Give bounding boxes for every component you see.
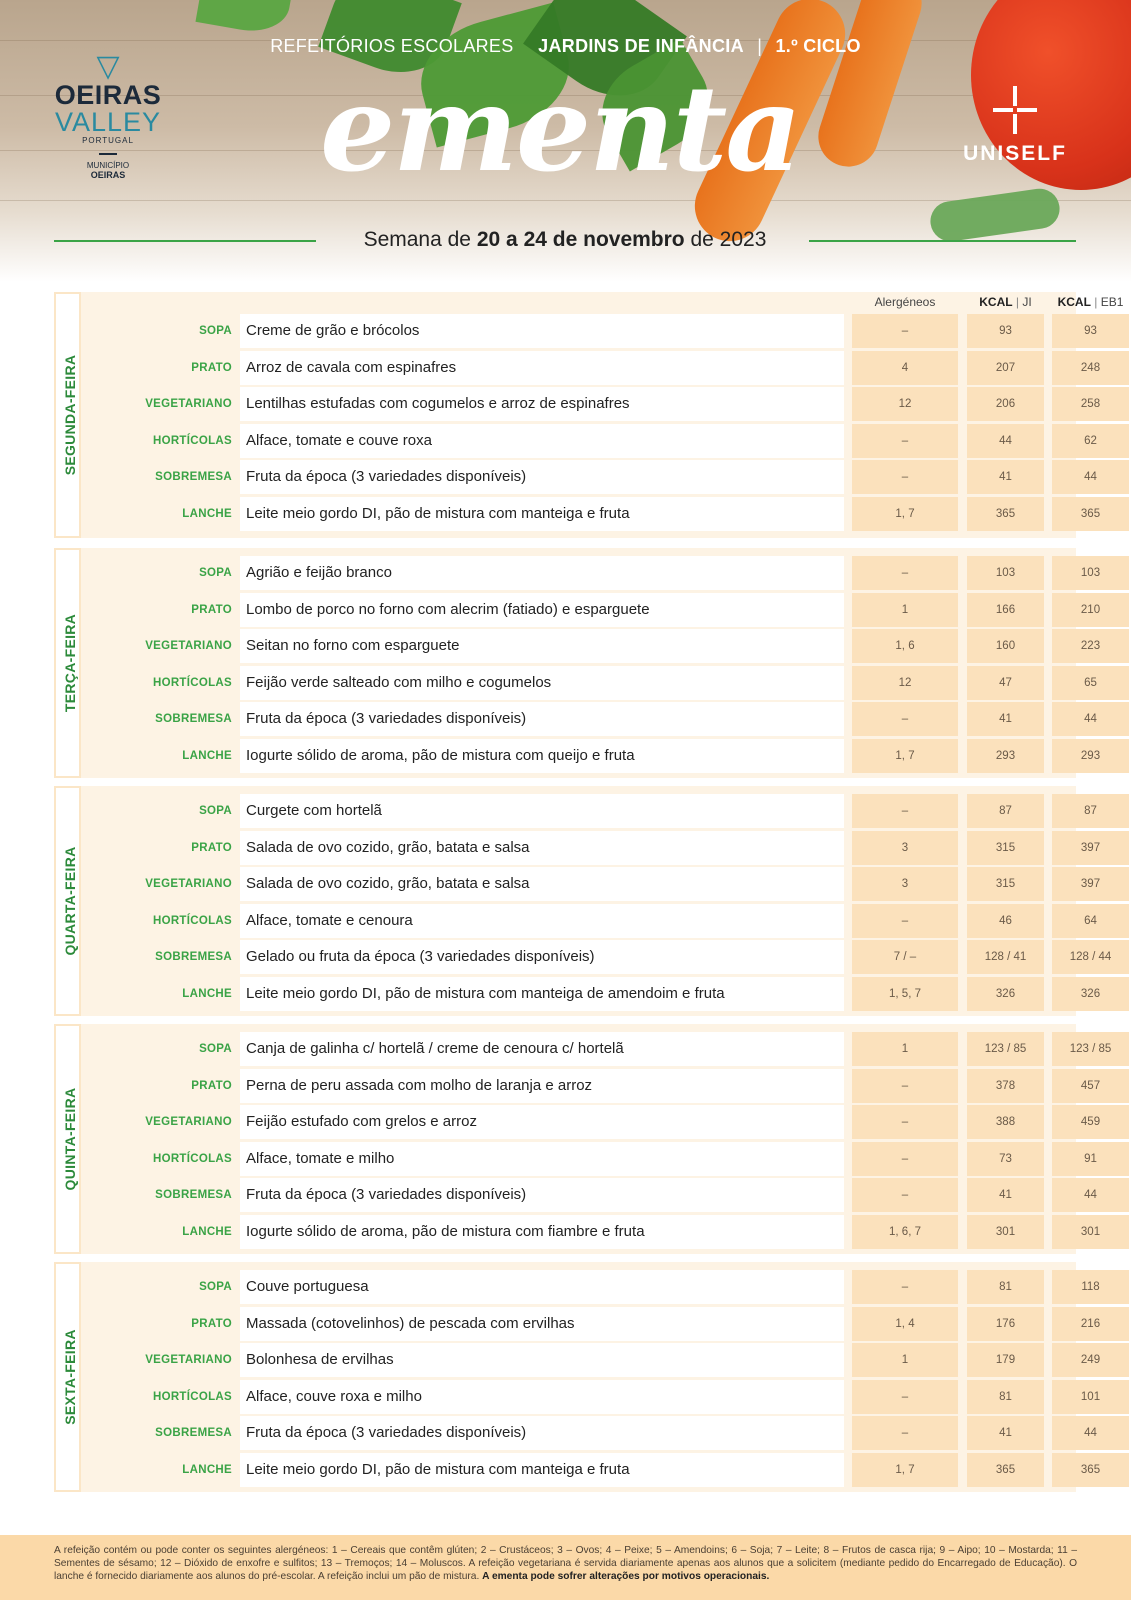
dish-name: Gelado ou fruta da época (3 variedades disponíveis) — [240, 940, 844, 974]
kcal-eb1-cell: 258 — [1052, 387, 1129, 421]
day-name: QUARTA-FEIRA — [62, 846, 78, 956]
menu-row — [81, 739, 1101, 773]
kcal-eb1-cell: 91 — [1052, 1142, 1129, 1176]
meal-category: VEGETARIANO — [145, 640, 232, 652]
kcal-eb1-cell: 101 — [1052, 1380, 1129, 1414]
kcal-ji-cell: 388 — [967, 1105, 1044, 1139]
meal-category: PRATO — [191, 604, 232, 616]
kcal-ji-cell: 160 — [967, 629, 1044, 663]
dish-name: Leite meio gordo DI, pão de mistura com manteiga e fruta — [240, 1453, 844, 1487]
col-head-kcal-ji — [967, 292, 1044, 312]
meal-category: SOBREMESA — [155, 471, 232, 483]
kcal-label: KCAL — [979, 295, 1013, 309]
meal-category: SOBREMESA — [155, 1189, 232, 1201]
dish-name: Bolonhesa de ervilhas — [240, 1343, 844, 1377]
day-name: TERÇA-FEIRA — [62, 613, 78, 713]
dish-name: Alface, tomate e cenoura — [240, 904, 844, 938]
uniself-pinwheel-icon — [993, 86, 1037, 136]
meal-category: VEGETARIANO — [145, 1354, 232, 1366]
kcal-eb1-cell: 210 — [1052, 593, 1129, 627]
dish-name: Salada de ovo cozido, grão, batata e salsa — [240, 831, 844, 865]
allergens-cell: – — [852, 1178, 958, 1212]
top-left-label: REFEITÓRIOS ESCOLARES — [270, 36, 514, 56]
allergens-cell: 12 — [852, 387, 958, 421]
allergens-cell: 1, 7 — [852, 497, 958, 531]
kcal-ji-cell: 81 — [967, 1380, 1044, 1414]
kcal-ji-cell: 378 — [967, 1069, 1044, 1103]
oeiras-valley-logo — [48, 52, 168, 180]
school-category-line — [0, 36, 1131, 57]
meal-category: SOPA — [199, 325, 232, 337]
allergens-cell: – — [852, 556, 958, 590]
day-name: QUINTA-FEIRA — [62, 1087, 78, 1191]
day-block — [54, 1262, 1101, 1492]
kcal-eb1-cell: 128 / 44 — [1052, 940, 1129, 974]
menu-row — [81, 1032, 1112, 1066]
kcal-ji-cell: 315 — [967, 831, 1044, 865]
dish-name: Perna de peru assada com molho de laranja e arroz — [240, 1069, 844, 1103]
menu-row — [81, 1380, 1101, 1414]
kcal-ji-cell: 46 — [967, 904, 1044, 938]
menu-row — [81, 940, 1112, 974]
dish-name: Massada (cotovelinhos) de pescada com ervilhas — [240, 1307, 844, 1341]
allergens-cell: – — [852, 424, 958, 458]
menu-row — [81, 1307, 1101, 1341]
col-sep: | — [1015, 295, 1020, 309]
kcal-eb1-cell: 44 — [1052, 460, 1129, 494]
week-range — [54, 228, 1076, 252]
menu-row — [81, 387, 1101, 421]
kcal-eb1-cell: 223 — [1052, 629, 1129, 663]
day-name: SEGUNDA-FEIRA — [62, 354, 78, 476]
kcal-ji-cell: 123 / 85 — [967, 1032, 1044, 1066]
meal-category: LANCHE — [182, 1464, 232, 1476]
kcal-ji-cell: 41 — [967, 1416, 1044, 1450]
top-mid-label: JARDINS DE INFÂNCIA — [538, 36, 744, 56]
meal-category: LANCHE — [182, 1226, 232, 1238]
dish-name: Canja de galinha c/ hortelã / creme de cenoura c/ hortelã — [240, 1032, 844, 1066]
kcal-eb1-cell: 123 / 85 — [1052, 1032, 1129, 1066]
dish-name: Alface, tomate e milho — [240, 1142, 844, 1176]
allergens-cell: 4 — [852, 351, 958, 385]
day-block — [54, 1024, 1112, 1254]
meal-category: SOPA — [199, 805, 232, 817]
dish-name: Leite meio gordo DI, pão de mistura com manteiga de amendoim e fruta — [240, 977, 844, 1011]
dish-name: Salada de ovo cozido, grão, batata e salsa — [240, 867, 844, 901]
allergens-cell: 1 — [852, 593, 958, 627]
kcal-eb1-cell: 249 — [1052, 1343, 1129, 1377]
kcal-eb1-cell: 64 — [1052, 904, 1129, 938]
kcal-eb1-cell: 87 — [1052, 794, 1129, 828]
menu-row — [81, 904, 1097, 938]
kcal-eb1-cell: 457 — [1052, 1069, 1129, 1103]
kcal-eb1-cell: 216 — [1052, 1307, 1129, 1341]
allergens-cell: 1, 4 — [852, 1307, 958, 1341]
kcal-eb1-cell: 293 — [1052, 739, 1129, 773]
menu-row — [81, 1105, 1101, 1139]
menu-row — [81, 314, 1097, 348]
kcal-eb1-cell: 397 — [1052, 831, 1129, 865]
menu-row — [81, 497, 1101, 531]
menu-row — [81, 1416, 1097, 1450]
kcal-ji-cell: 103 — [967, 556, 1044, 590]
allergens-cell: – — [852, 1069, 958, 1103]
menu-row — [81, 1343, 1101, 1377]
logo-divider — [99, 153, 117, 155]
allergens-cell: 3 — [852, 867, 958, 901]
week-a: a — [506, 228, 518, 251]
dish-name: Creme de grão e brócolos — [240, 314, 844, 348]
allergen-footer — [0, 1535, 1131, 1600]
allergens-cell: – — [852, 904, 958, 938]
day-label-box — [54, 548, 81, 778]
meal-category: SOBREMESA — [155, 1427, 232, 1439]
meal-category: PRATO — [191, 1080, 232, 1092]
dish-name: Fruta da época (3 variedades disponíveis) — [240, 1178, 844, 1212]
valley-v-icon: ▽ — [96, 50, 120, 83]
kcal-eb1-cell: 365 — [1052, 497, 1129, 531]
day-label-box — [54, 1262, 81, 1492]
logo-portugal-text: PORTUGAL — [82, 136, 134, 145]
kcal-ji-cell: 47 — [967, 666, 1044, 700]
kcal-eb1-cell: 301 — [1052, 1215, 1129, 1249]
meal-category: SOBREMESA — [155, 713, 232, 725]
allergens-cell: – — [852, 460, 958, 494]
kcal-ji-cell: 41 — [967, 1178, 1044, 1212]
top-right-label: 1.º CICLO — [775, 36, 861, 56]
kcal-eb1-cell: 365 — [1052, 1453, 1129, 1487]
footer-text: A refeição contém ou pode conter os seguintes alergéneos: 1 – Cereais que contêm glúten; 2 – Crustáceos; 3 – Ovos; 4 – Peixe; 5 – Amendoins; 6 – Soja; 7 – Leite; 8 – Frutos de casca rija; 9 – Aipo; 10 – Mostarda; 11 – Sementes de sésamo; 12 – Dióxido de enxofre e sulfitos; 13 – Tremoços; 14 – Moluscos. A refeição vegetariana é servida diariamente apenas aos alunos que a solicitem (mediante pedido do Encarregado de Educação). O lanche é fornecido diariamente aos alunos do pré-escolar. A refeição inclui um pão de mistura. — [54, 1545, 1077, 1582]
dish-name: Curgete com hortelã — [240, 794, 844, 828]
meal-category: VEGETARIANO — [145, 878, 232, 890]
kcal-eb1-cell: 326 — [1052, 977, 1129, 1011]
kcal-eb1-cell: 248 — [1052, 351, 1129, 385]
kcal-ji-cell: 81 — [967, 1270, 1044, 1304]
menu-row — [81, 1142, 1097, 1176]
logo-valley-text: VALLEY — [54, 107, 162, 137]
dish-name: Seitan no forno com esparguete — [240, 629, 844, 663]
kcal-ji-cell: 176 — [967, 1307, 1044, 1341]
kcal-ji-cell: 301 — [967, 1215, 1044, 1249]
kcal-ji-cell: 41 — [967, 460, 1044, 494]
allergens-cell: 12 — [852, 666, 958, 700]
meal-category: SOBREMESA — [155, 951, 232, 963]
allergens-cell: – — [852, 1380, 958, 1414]
allergens-cell: – — [852, 702, 958, 736]
kcal-ji-cell: 207 — [967, 351, 1044, 385]
dish-name: Agrião e feijão branco — [240, 556, 844, 590]
meal-category: LANCHE — [182, 750, 232, 762]
kcal-ji-cell: 206 — [967, 387, 1044, 421]
kcal-ji-cell: 73 — [967, 1142, 1044, 1176]
meal-category: HORTÍCOLAS — [152, 1153, 232, 1165]
menu-row — [81, 351, 1101, 385]
dish-name: Lombo de porco no forno com alecrim (fatiado) e esparguete — [240, 593, 844, 627]
menu-row — [81, 1453, 1101, 1487]
kcal-ji-cell: 93 — [967, 314, 1044, 348]
week-line — [54, 228, 1076, 252]
page-title: ementa — [320, 59, 800, 198]
kcal-ji-cell: 326 — [967, 977, 1044, 1011]
day-name: SEXTA-FEIRA — [62, 1329, 78, 1425]
allergens-cell: 1 — [852, 1032, 958, 1066]
menu-row — [81, 629, 1101, 663]
kcal-ji-cell: 166 — [967, 593, 1044, 627]
dish-name: Iogurte sólido de aroma, pão de mistura com queijo e fruta — [240, 739, 844, 773]
meal-category: LANCHE — [182, 508, 232, 520]
week-prefix: Semana de — [363, 228, 471, 251]
logo-municipio-text: MUNICÍPIO — [86, 161, 130, 170]
allergens-cell: 1, 5, 7 — [852, 977, 958, 1011]
dish-name: Alface, tomate e couve roxa — [240, 424, 844, 458]
logo-municipio-name: OEIRAS — [90, 170, 126, 180]
kcal-ji-cell: 44 — [967, 424, 1044, 458]
allergens-cell: 3 — [852, 831, 958, 865]
header-banner — [0, 0, 1131, 282]
kcal-ji-cell: 179 — [967, 1343, 1044, 1377]
allergens-cell: – — [852, 314, 958, 348]
meal-category: VEGETARIANO — [145, 398, 232, 410]
kcal-eb1-cell: 44 — [1052, 1416, 1129, 1450]
kcal-eb1-cell: 93 — [1052, 314, 1129, 348]
dish-name: Iogurte sólido de aroma, pão de mistura com fiambre e fruta — [240, 1215, 844, 1249]
kcal-eb1-cell: 65 — [1052, 666, 1129, 700]
menu-row — [81, 556, 1101, 590]
uniself-logo — [955, 86, 1075, 166]
week-end-day: 24 de novembro — [523, 228, 685, 251]
dish-name: Feijão verde salteado com milho e cogumelos — [240, 666, 844, 700]
week-suffix: de 2023 — [690, 228, 767, 251]
kcal-eb1-cell: 118 — [1052, 1270, 1129, 1304]
allergens-cell: 7 / – — [852, 940, 958, 974]
allergens-cell: 1, 6 — [852, 629, 958, 663]
col-head-kcal-eb1 — [1052, 292, 1129, 312]
menu-row — [81, 666, 1097, 700]
menu-row — [81, 1178, 1097, 1212]
uniself-name: UNISELF — [963, 142, 1067, 165]
menu-row — [81, 593, 1101, 627]
dish-name: Lentilhas estufadas com cogumelos e arroz de espinafres — [240, 387, 844, 421]
meal-category: HORTÍCOLAS — [152, 435, 232, 447]
menu-row — [81, 977, 1101, 1011]
allergens-cell: 1, 6, 7 — [852, 1215, 958, 1249]
logo-oeiras-text: OEIRAS — [54, 80, 162, 110]
footer-bold: A ementa pode sofrer alterações por motivos operacionais. — [482, 1571, 770, 1582]
dish-name: Couve portuguesa — [240, 1270, 844, 1304]
dish-name: Leite meio gordo DI, pão de mistura com manteiga e fruta — [240, 497, 844, 531]
dish-name: Fruta da época (3 variedades disponíveis) — [240, 460, 844, 494]
leaf-decoration — [195, 0, 294, 37]
meal-category: HORTÍCOLAS — [152, 677, 232, 689]
kcal-eb1-cell: 44 — [1052, 702, 1129, 736]
kcal-eb1-cell: 459 — [1052, 1105, 1129, 1139]
allergens-cell: 1, 7 — [852, 739, 958, 773]
allergens-cell: – — [852, 1270, 958, 1304]
dish-name: Alface, couve roxa e milho — [240, 1380, 844, 1414]
day-label-box — [54, 1024, 81, 1254]
meal-category: HORTÍCOLAS — [152, 1391, 232, 1403]
menu-row — [81, 1069, 1101, 1103]
meal-category: PRATO — [191, 842, 232, 854]
dish-name: Arroz de cavala com espinafres — [240, 351, 844, 385]
allergens-cell: 1 — [852, 1343, 958, 1377]
meal-category: LANCHE — [182, 988, 232, 1000]
kcal-eb1-cell: 62 — [1052, 424, 1129, 458]
day-block — [54, 786, 1112, 1016]
kcal-eb1-cell: 103 — [1052, 556, 1129, 590]
kcal-ji-cell: 315 — [967, 867, 1044, 901]
dish-name: Fruta da época (3 variedades disponíveis) — [240, 1416, 844, 1450]
menu-row — [81, 1215, 1101, 1249]
col-head-allergens: Alergéneos — [874, 295, 936, 309]
meal-category: PRATO — [191, 362, 232, 374]
allergens-cell: 1, 7 — [852, 1453, 958, 1487]
menu-row — [81, 424, 1097, 458]
allergens-cell: – — [852, 1105, 958, 1139]
day-block — [54, 292, 1124, 538]
menu-row — [81, 831, 1101, 865]
kcal-eb1-cell: 44 — [1052, 1178, 1129, 1212]
menu-row — [81, 702, 1097, 736]
menu-row — [81, 1270, 1100, 1304]
meal-category: SOPA — [199, 567, 232, 579]
col-sep: | — [1094, 295, 1098, 309]
col-eb1-label: EB1 — [1100, 295, 1124, 309]
kcal-label: KCAL — [1057, 295, 1091, 309]
kcal-ji-cell: 87 — [967, 794, 1044, 828]
kcal-ji-cell: 128 / 41 — [967, 940, 1044, 974]
kcal-eb1-cell: 397 — [1052, 867, 1129, 901]
kcal-ji-cell: 41 — [967, 702, 1044, 736]
meal-category: VEGETARIANO — [145, 1116, 232, 1128]
col-ji-label: JI — [1022, 295, 1032, 309]
kcal-ji-cell: 365 — [967, 1453, 1044, 1487]
kcal-ji-cell: 365 — [967, 497, 1044, 531]
meal-category: PRATO — [191, 1318, 232, 1330]
day-block — [54, 548, 1101, 778]
dish-name: Fruta da época (3 variedades disponíveis) — [240, 702, 844, 736]
menu-row — [81, 794, 1097, 828]
day-label-box — [54, 786, 81, 1016]
menu-row — [81, 867, 1101, 901]
meal-category: SOPA — [199, 1281, 232, 1293]
allergens-cell: – — [852, 794, 958, 828]
kcal-ji-cell: 293 — [967, 739, 1044, 773]
top-separator: | — [757, 36, 763, 56]
footer-note — [54, 1544, 1077, 1583]
meal-category: HORTÍCOLAS — [152, 915, 232, 927]
day-label-box — [54, 292, 81, 538]
meal-category: SOPA — [199, 1043, 232, 1055]
week-start-day: 20 — [476, 228, 501, 251]
allergens-cell: – — [852, 1416, 958, 1450]
allergens-cell: – — [852, 1142, 958, 1176]
dish-name: Feijão estufado com grelos e arroz — [240, 1105, 844, 1139]
menu-row — [81, 460, 1097, 494]
